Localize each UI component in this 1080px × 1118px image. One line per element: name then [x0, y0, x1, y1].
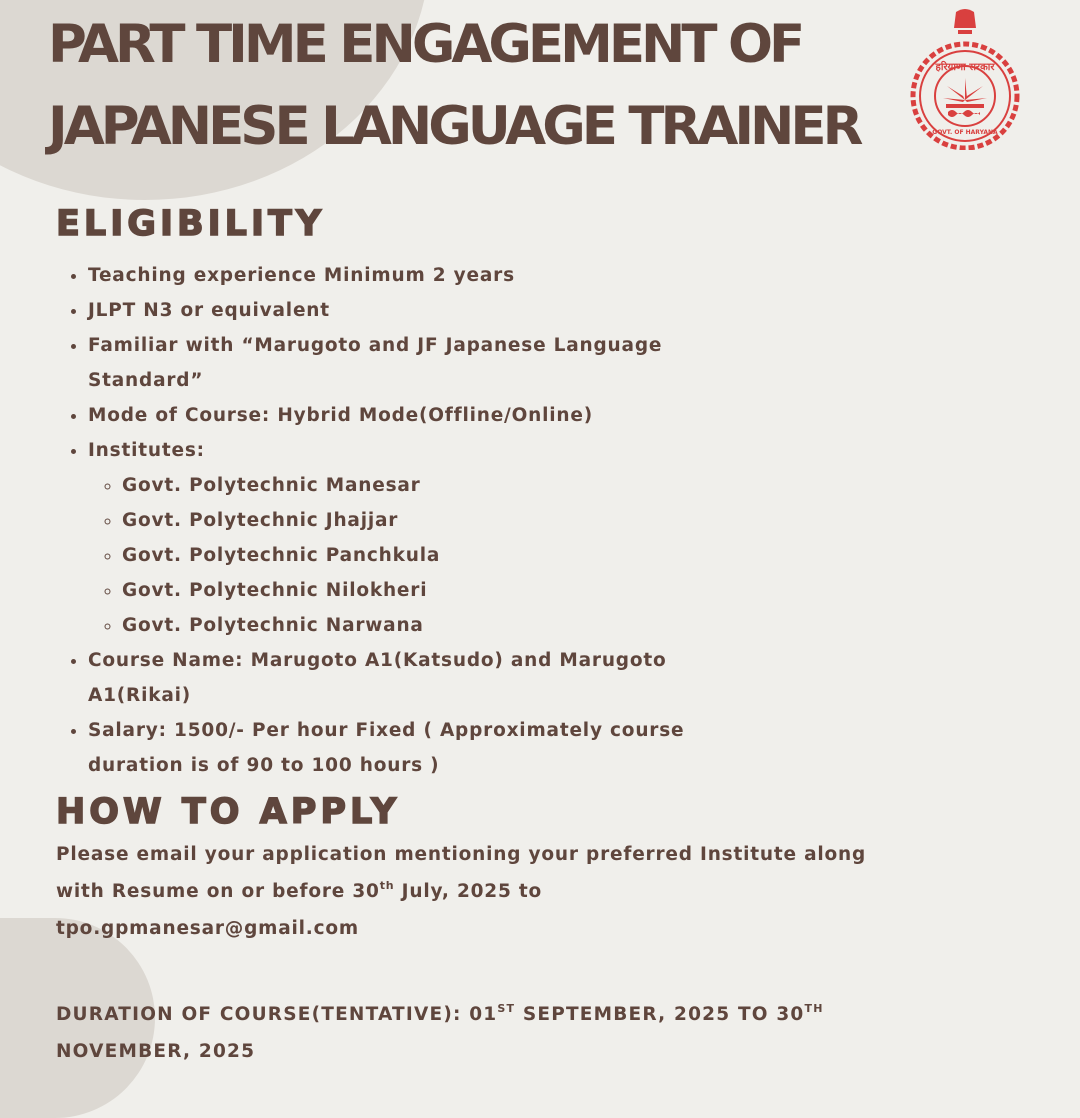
title-line-1: PART TIME ENGAGEMENT OF — [48, 14, 802, 75]
institute-item: ◦ Govt. Polytechnic Manesar — [122, 468, 768, 503]
duration-suffix-1: ST — [497, 1002, 516, 1015]
emblem-text-top: हरियाणा सरकार — [935, 62, 995, 73]
apply-date-suffix: th — [379, 879, 395, 892]
how-to-apply-heading: HOW TO APPLY — [56, 792, 401, 832]
list-item: • Teaching experience Minimum 2 years — [88, 258, 768, 293]
list-item: • Familiar with “Marugoto and JF Japanese Language Standard” — [88, 328, 768, 398]
duration-suffix-2: TH — [804, 1002, 824, 1015]
eligibility-heading: ELIGIBILITY — [56, 204, 326, 244]
institute-item: ◦ Govt. Polytechnic Narwana — [122, 608, 768, 643]
list-item: • Mode of Course: Hybrid Mode(Offline/Online) — [88, 398, 768, 433]
institutes-list — [88, 468, 768, 643]
apply-text-main: Please email your application mentioning your preferred Institute along with Resume on or before 30 — [56, 844, 867, 902]
duration-part-1: DURATION OF COURSE(TENTATIVE): 01 — [56, 1004, 498, 1025]
list-item-salary: • Salary: 1500/- Per hour Fixed ( Approximately course duration is of 90 to 100 hours ) — [88, 713, 768, 783]
institute-item: ◦ Govt. Polytechnic Jhajjar — [122, 503, 768, 538]
institute-item: ◦ Govt. Polytechnic Nilokheri — [122, 573, 768, 608]
emblem-text-bottom: GOVT. OF HARYANA — [932, 129, 998, 136]
duration-part-2: SEPTEMBER, 2025 TO 30 — [515, 1004, 805, 1025]
course-duration — [56, 996, 906, 1070]
institute-item: ◦ Govt. Polytechnic Panchkula — [122, 538, 768, 573]
list-item: • JLPT N3 or equivalent — [88, 293, 768, 328]
institutes-label: Institutes: — [88, 440, 205, 461]
list-item-institutes — [88, 433, 768, 643]
page-title — [48, 4, 908, 168]
haryana-emblem-logo — [906, 8, 1024, 150]
eligibility-list — [54, 258, 768, 783]
apply-instructions — [56, 836, 906, 947]
apply-email: tpo.gpmanesar@gmail.com — [56, 918, 359, 939]
title-line-2: JAPANESE LANGUAGE TRAINER — [48, 96, 860, 157]
duration-part-3: NOVEMBER, 2025 — [56, 1041, 256, 1062]
apply-text-date: July, 2025 to — [394, 881, 543, 902]
list-item-course-name: • Course Name: Marugoto A1(Katsudo) and Marugoto A1(Rikai) — [88, 643, 768, 713]
